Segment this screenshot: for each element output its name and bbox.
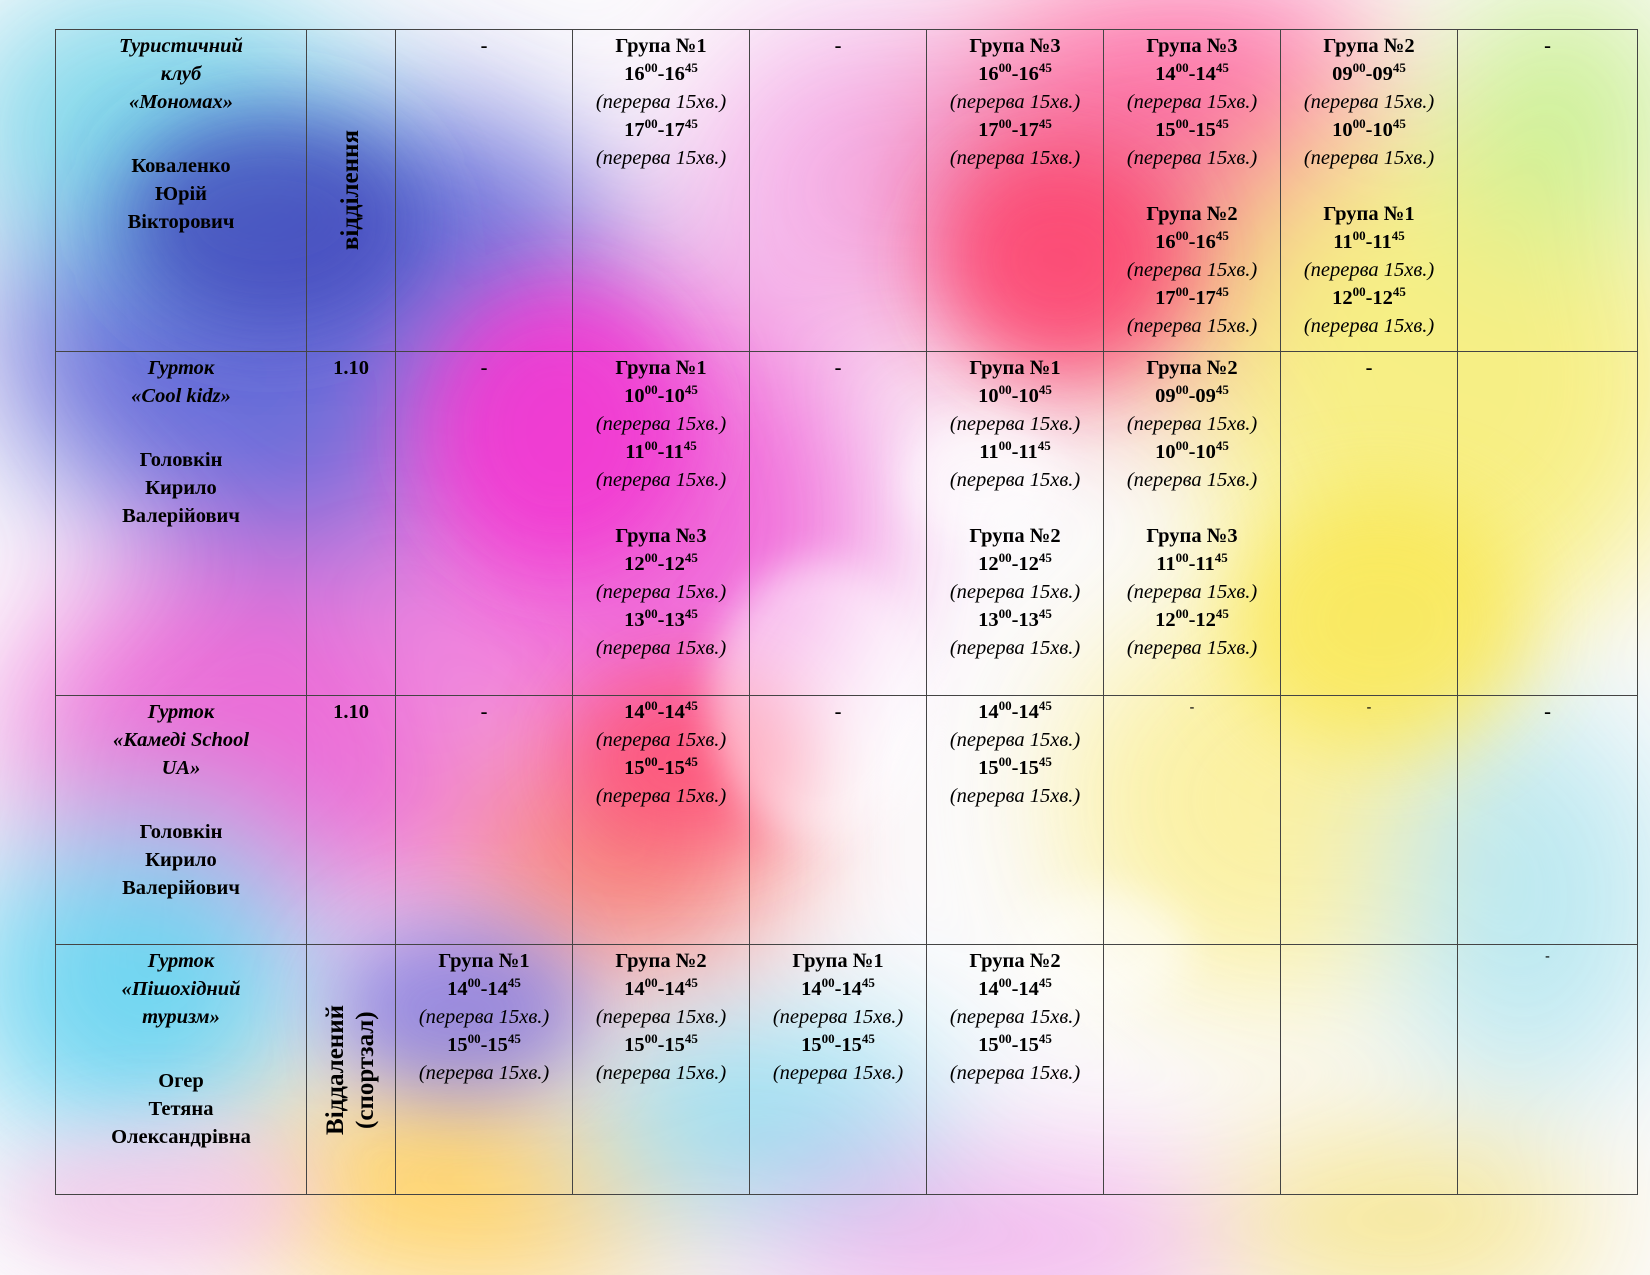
time-minutes: 45 <box>1215 382 1229 397</box>
break-note: (перерва 15хв.) <box>595 91 727 113</box>
day-cell <box>750 696 927 945</box>
time-range: $14^{00}-14^{45}$ <box>624 698 698 723</box>
time-minutes: 00 <box>1352 228 1366 243</box>
time-range: $12^{00}-12^{45}$ <box>1332 284 1406 309</box>
group-slot <box>575 354 747 494</box>
club-name-line: «Камеді School <box>112 729 250 751</box>
time-minutes: 45 <box>684 698 698 713</box>
time-minutes: 00 <box>1175 606 1189 621</box>
time-range: $15^{00}-15^{45}$ <box>978 1031 1052 1056</box>
time-range: $15^{00}-15^{45}$ <box>1155 116 1229 141</box>
day-cell <box>573 945 750 1195</box>
time-minutes: 00 <box>644 550 658 565</box>
group-slot <box>1283 32 1455 172</box>
time-range: $10^{00}-10^{45}$ <box>1332 116 1406 141</box>
club-name-line: Гурток <box>147 357 215 379</box>
break-note: (перерва 15хв.) <box>949 581 1081 603</box>
day-cell <box>1458 30 1638 352</box>
day-cell <box>1458 352 1638 696</box>
time-minutes: 00 <box>467 1031 481 1046</box>
break-note: (перерва 15хв.) <box>595 637 727 659</box>
break-note: (перерва 15хв.) <box>1303 315 1435 337</box>
time-minutes: 00 <box>1175 60 1189 75</box>
room-cell <box>307 945 396 1195</box>
time-minutes: 00 <box>998 754 1012 769</box>
time-minutes: 45 <box>507 975 521 990</box>
empty-dash: - <box>834 701 842 723</box>
empty-dash: - <box>1189 700 1195 715</box>
break-note: (перерва 15хв.) <box>1303 259 1435 281</box>
schedule-row <box>56 696 1638 945</box>
break-note: (перерва 15хв.) <box>1126 413 1258 435</box>
time-minutes: 45 <box>861 975 875 990</box>
group-label: Група №3 <box>969 35 1061 57</box>
break-note: (перерва 15хв.) <box>418 1062 550 1084</box>
break-note: (перерва 15хв.) <box>595 785 727 807</box>
time-minutes: 45 <box>1215 116 1229 131</box>
time-minutes: 00 <box>1175 228 1189 243</box>
break-note: (перерва 15хв.) <box>1126 469 1258 491</box>
break-note: (перерва 15хв.) <box>949 785 1081 807</box>
break-note: (перерва 15хв.) <box>1126 637 1258 659</box>
group-slot <box>1106 32 1278 172</box>
group-slot <box>1106 200 1278 340</box>
time-minutes: 00 <box>644 1031 658 1046</box>
break-note: (перерва 15хв.) <box>949 637 1081 659</box>
day-cell <box>927 945 1104 1195</box>
time-range: $14^{00}-14^{45}$ <box>1155 60 1229 85</box>
time-minutes: 45 <box>683 438 697 453</box>
break-note: (перерва 15хв.) <box>949 91 1081 113</box>
break-note: (перерва 15хв.) <box>1126 91 1258 113</box>
break-note: (перерва 15хв.) <box>595 581 727 603</box>
time-minutes: 45 <box>507 1031 521 1046</box>
room-label: 1.10 <box>333 357 369 379</box>
break-note: (перерва 15хв.) <box>418 1006 550 1028</box>
teacher-name-line: Тетяна <box>148 1097 214 1120</box>
time-range: $13^{00}-13^{45}$ <box>978 606 1052 631</box>
time-minutes: 45 <box>1215 284 1229 299</box>
time-minutes: 45 <box>1038 754 1052 769</box>
schedule-row <box>56 945 1638 1195</box>
day-cell <box>1281 30 1458 352</box>
group-slot <box>575 522 747 662</box>
time-minutes: 00 <box>998 382 1012 397</box>
day-cell <box>396 696 573 945</box>
teacher-name-line: Вікторович <box>127 210 235 233</box>
club-cell <box>56 30 307 352</box>
club-name-line: туризм» <box>142 1006 220 1028</box>
group-label: Група №1 <box>438 950 530 972</box>
time-minutes: 00 <box>998 116 1012 131</box>
group-slot <box>1283 200 1455 340</box>
club-name-line: клуб <box>160 63 202 85</box>
time-minutes: 00 <box>644 438 658 453</box>
time-range: $17^{00}-17^{45}$ <box>978 116 1052 141</box>
time-minutes: 00 <box>998 606 1012 621</box>
day-cell <box>396 352 573 696</box>
empty-dash: - <box>1366 700 1372 715</box>
empty-dash: - <box>480 357 488 379</box>
teacher-name-line: Коваленко <box>131 154 231 177</box>
time-range: $15^{00}-15^{45}$ <box>624 1031 698 1056</box>
time-range: $13^{00}-13^{45}$ <box>624 606 698 631</box>
day-cell <box>927 30 1104 352</box>
group-label: Група №1 <box>1323 203 1415 225</box>
group-slot <box>398 947 570 1087</box>
day-cell <box>1104 30 1281 352</box>
time-range: $10^{00}-10^{45}$ <box>978 382 1052 407</box>
group-label: Група №1 <box>615 357 707 379</box>
time-range: $16^{00}-16^{45}$ <box>624 60 698 85</box>
time-minutes: 00 <box>644 698 658 713</box>
day-cell <box>396 945 573 1195</box>
group-label: Група №2 <box>969 525 1061 547</box>
group-label: Група №3 <box>1146 525 1238 547</box>
teacher-name-line: Кирило <box>145 476 217 499</box>
time-range: $12^{00}-12^{45}$ <box>624 550 698 575</box>
group-slot <box>575 32 747 172</box>
group-label: Група №1 <box>615 35 707 57</box>
day-cell <box>573 352 750 696</box>
group-label: Група №1 <box>969 357 1061 379</box>
break-note: (перерва 15хв.) <box>1303 91 1435 113</box>
group-slot <box>929 354 1101 494</box>
time-minutes: 45 <box>684 550 698 565</box>
time-minutes: 45 <box>1038 975 1052 990</box>
time-range: $17^{00}-17^{45}$ <box>1155 284 1229 309</box>
group-label: Група №2 <box>1323 35 1415 57</box>
time-minutes: 00 <box>998 1031 1012 1046</box>
time-minutes: 45 <box>1215 438 1229 453</box>
time-minutes: 45 <box>1392 60 1406 75</box>
group-slot <box>575 698 747 810</box>
empty-dash: - <box>480 701 488 723</box>
time-minutes: 45 <box>1214 550 1228 565</box>
break-note: (перерва 15хв.) <box>772 1062 904 1084</box>
club-name-line: Туристичний <box>119 35 243 57</box>
teacher-name-line: Головкін <box>139 448 223 471</box>
time-range: $11^{00}-11^{45}$ <box>1333 228 1405 253</box>
time-minutes: 00 <box>644 60 658 75</box>
time-minutes: 45 <box>1038 382 1052 397</box>
group-slot <box>575 947 747 1087</box>
time-minutes: 00 <box>998 438 1012 453</box>
break-note: (перерва 15хв.) <box>595 1062 727 1084</box>
group-slot <box>929 32 1101 172</box>
day-cell <box>1281 352 1458 696</box>
time-range: $12^{00}-12^{45}$ <box>978 550 1052 575</box>
day-cell <box>927 696 1104 945</box>
time-range: $12^{00}-12^{45}$ <box>1155 606 1229 631</box>
break-note: (перерва 15хв.) <box>1126 147 1258 169</box>
day-cell <box>1281 945 1458 1195</box>
time-minutes: 00 <box>1352 60 1366 75</box>
club-cell <box>56 696 307 945</box>
club-name-line: «Пішохідний <box>121 978 241 1000</box>
schedule-row <box>56 352 1638 696</box>
day-cell <box>1281 696 1458 945</box>
room-label: відділення <box>337 130 364 251</box>
club-name-line: «Cool kidz» <box>131 385 231 407</box>
day-cell <box>750 945 927 1195</box>
time-minutes: 00 <box>998 550 1012 565</box>
time-minutes: 00 <box>1175 550 1189 565</box>
time-range: $11^{00}-11^{45}$ <box>625 438 697 463</box>
empty-dash: - <box>834 35 842 57</box>
schedule-row <box>56 30 1638 352</box>
day-cell <box>750 352 927 696</box>
club-cell <box>56 352 307 696</box>
group-slot <box>929 698 1101 810</box>
break-note: (перерва 15хв.) <box>595 413 727 435</box>
break-note: (перерва 15хв.) <box>949 469 1081 491</box>
time-minutes: 00 <box>998 975 1012 990</box>
time-minutes: 00 <box>821 1031 835 1046</box>
time-minutes: 45 <box>684 60 698 75</box>
empty-dash: - <box>1545 949 1550 964</box>
time-minutes: 45 <box>1038 1031 1052 1046</box>
time-minutes: 00 <box>1175 382 1189 397</box>
time-range: $09^{00}-09^{45}$ <box>1332 60 1406 85</box>
teacher-name-line: Кирило <box>145 848 217 871</box>
break-note: (перерва 15хв.) <box>595 147 727 169</box>
day-cell <box>573 30 750 352</box>
time-minutes: 45 <box>684 975 698 990</box>
time-minutes: 00 <box>1352 116 1366 131</box>
time-minutes: 45 <box>861 1031 875 1046</box>
time-range: $10^{00}-10^{45}$ <box>624 382 698 407</box>
day-cell <box>1104 945 1281 1195</box>
time-minutes: 45 <box>684 606 698 621</box>
room-cell <box>307 696 396 945</box>
day-cell <box>927 352 1104 696</box>
day-cell <box>1458 696 1638 945</box>
empty-dash: - <box>1365 357 1373 379</box>
time-minutes: 45 <box>1038 116 1052 131</box>
group-slot <box>1106 354 1278 494</box>
time-minutes: 00 <box>998 698 1012 713</box>
room-cell <box>307 30 396 352</box>
teacher-name-line: Огер <box>158 1069 204 1092</box>
time-range: $15^{00}-15^{45}$ <box>801 1031 875 1056</box>
time-minutes: 00 <box>1175 438 1189 453</box>
time-minutes: 00 <box>1352 284 1366 299</box>
break-note: (перерва 15хв.) <box>1303 147 1435 169</box>
time-minutes: 45 <box>684 754 698 769</box>
break-note: (перерва 15хв.) <box>595 469 727 491</box>
time-minutes: 00 <box>998 60 1012 75</box>
time-minutes: 00 <box>644 975 658 990</box>
break-note: (перерва 15хв.) <box>949 1006 1081 1028</box>
room-label: 1.10 <box>333 701 369 723</box>
time-range: $14^{00}-14^{45}$ <box>978 698 1052 723</box>
group-label: Група №2 <box>969 950 1061 972</box>
time-minutes: 00 <box>467 975 481 990</box>
group-slot <box>929 522 1101 662</box>
time-range: $14^{00}-14^{45}$ <box>624 975 698 1000</box>
time-range: $16^{00}-16^{45}$ <box>1155 228 1229 253</box>
time-minutes: 00 <box>821 975 835 990</box>
teacher-name-line: Юрій <box>155 182 207 205</box>
time-minutes: 00 <box>644 116 658 131</box>
time-minutes: 00 <box>644 382 658 397</box>
time-minutes: 45 <box>1038 550 1052 565</box>
time-minutes: 00 <box>644 606 658 621</box>
break-note: (перерва 15хв.) <box>949 729 1081 751</box>
day-cell <box>1104 352 1281 696</box>
club-name-line: Гурток <box>147 701 215 723</box>
group-label: Група №3 <box>615 525 707 547</box>
time-minutes: 00 <box>1175 116 1189 131</box>
schedule-table <box>55 29 1638 1195</box>
time-minutes: 45 <box>1037 438 1051 453</box>
time-minutes: 00 <box>1175 284 1189 299</box>
break-note: (перерва 15хв.) <box>1126 259 1258 281</box>
time-range: $15^{00}-15^{45}$ <box>447 1031 521 1056</box>
empty-dash: - <box>1544 701 1551 723</box>
group-slot <box>929 947 1101 1087</box>
day-cell <box>750 30 927 352</box>
group-slot <box>752 947 924 1087</box>
group-label: Група №2 <box>1146 203 1238 225</box>
time-minutes: 45 <box>1215 606 1229 621</box>
time-minutes: 45 <box>1215 60 1229 75</box>
teacher-name-line: Олександрівна <box>111 1125 251 1148</box>
teacher-name-line: Головкін <box>139 820 223 843</box>
group-slot <box>1106 522 1278 662</box>
time-range: $14^{00}-14^{45}$ <box>978 975 1052 1000</box>
group-label: Група №1 <box>792 950 884 972</box>
break-note: (перерва 15хв.) <box>595 1006 727 1028</box>
time-range: $09^{00}-09^{45}$ <box>1155 382 1229 407</box>
time-minutes: 45 <box>1215 228 1229 243</box>
time-range: $10^{00}-10^{45}$ <box>1155 438 1229 463</box>
club-name-line: «Мономах» <box>128 91 234 113</box>
empty-dash: - <box>834 357 842 379</box>
day-cell <box>1104 696 1281 945</box>
break-note: (перерва 15хв.) <box>1126 581 1258 603</box>
teacher-name-line: Валерійович <box>122 876 240 899</box>
empty-dash: - <box>480 35 488 57</box>
teacher-name-line: Валерійович <box>122 504 240 527</box>
time-range: $11^{00}-11^{45}$ <box>1156 550 1228 575</box>
day-cell <box>573 696 750 945</box>
club-cell <box>56 945 307 1195</box>
break-note: (перерва 15хв.) <box>949 413 1081 435</box>
time-minutes: 45 <box>684 116 698 131</box>
room-cell <box>307 352 396 696</box>
club-name-line: UA» <box>161 757 201 779</box>
group-label: Група №2 <box>1146 357 1238 379</box>
time-minutes: 45 <box>1391 228 1405 243</box>
break-note: (перерва 15хв.) <box>1126 315 1258 337</box>
group-label: Група №2 <box>615 950 707 972</box>
day-cell <box>396 30 573 352</box>
break-note: (перерва 15хв.) <box>949 147 1081 169</box>
time-range: $14^{00}-14^{45}$ <box>801 975 875 1000</box>
time-minutes: 45 <box>684 1031 698 1046</box>
time-minutes: 00 <box>644 754 658 769</box>
time-minutes: 45 <box>1038 606 1052 621</box>
break-note: (перерва 15хв.) <box>949 1062 1081 1084</box>
time-range: $14^{00}-14^{45}$ <box>447 975 521 1000</box>
empty-dash: - <box>1544 35 1551 57</box>
break-note: (перерва 15хв.) <box>595 729 727 751</box>
time-range: $16^{00}-16^{45}$ <box>978 60 1052 85</box>
break-note: (перерва 15хв.) <box>772 1006 904 1028</box>
time-range: $11^{00}-11^{45}$ <box>979 438 1051 463</box>
day-cell <box>1458 945 1638 1195</box>
time-minutes: 45 <box>1392 284 1406 299</box>
time-range: $15^{00}-15^{45}$ <box>978 754 1052 779</box>
schedule-body <box>56 30 1638 1195</box>
club-name-line: Гурток <box>147 950 215 972</box>
time-minutes: 45 <box>1392 116 1406 131</box>
room-label: Віддалений (спортзал) <box>322 1004 379 1135</box>
time-minutes: 45 <box>684 382 698 397</box>
group-label: Група №3 <box>1146 35 1238 57</box>
time-minutes: 45 <box>1038 60 1052 75</box>
time-minutes: 45 <box>1038 698 1052 713</box>
time-range: $17^{00}-17^{45}$ <box>624 116 698 141</box>
time-range: $15^{00}-15^{45}$ <box>624 754 698 779</box>
